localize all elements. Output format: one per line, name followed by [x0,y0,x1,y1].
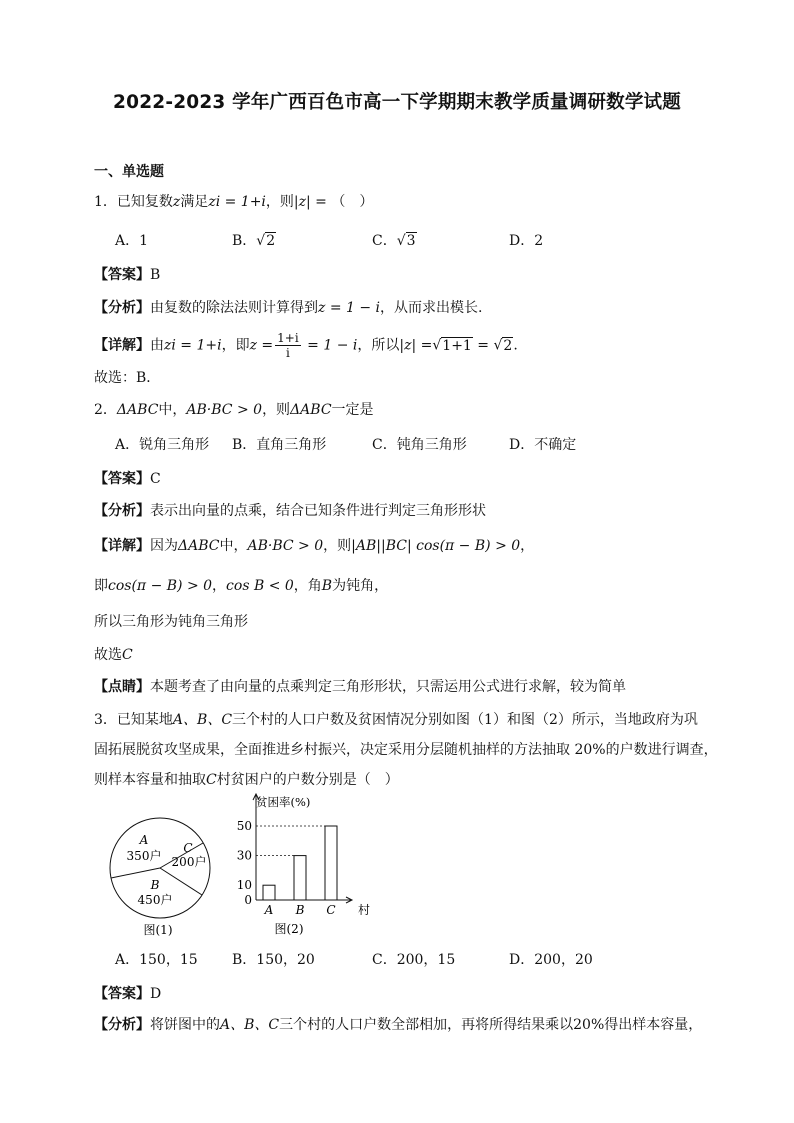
q2-option-b: B．直角三角形 [232,437,327,453]
q2-triangle: ΔABC [290,402,332,418]
option-radicand: 2 [266,233,276,249]
q2-analysis [94,501,486,521]
analysis-text: 三个村的人口户数全部相加，再将所得结果乘以20%得出样本容量， [279,1017,703,1033]
pie-value-b: 450户 [137,893,173,907]
q1-conclusion: 故选：B． [94,370,161,386]
q1-detail: 【详解】由zi = 1+i，即z = $\frac{1+i}{i}$ = 1 − i，所以|z| =√1+1 = √2. [94,331,518,360]
section-heading: 一、单选题 [94,164,164,180]
y-tick-label: 0 [244,893,252,907]
q1-option-b: B．√2 [232,233,276,249]
q1-analysis [94,298,482,318]
q1-stem [94,192,373,212]
detail-equation: zi = 1+i [164,337,222,354]
detail-text: ，所以 [357,337,400,354]
pie-label-a: A [139,833,149,847]
q2-detail-line2 [94,576,388,596]
detail-text: ， [520,538,535,554]
q3-stem-line3 [94,770,399,790]
analysis-villages: A、B、C [220,1017,280,1033]
detail-text: 为钝角， [332,578,389,594]
q3-text: 已知某地 [116,712,173,728]
q3-option-d: D．200，20 [509,952,593,968]
bar [294,856,306,900]
q1-var: z [172,194,181,210]
q2-text: ，则 [262,402,291,418]
q2-option-d: D．不确定 [509,437,577,453]
q2-option-c: C．钝角三角形 [372,437,467,453]
q3-option-a: A．150，15 [115,952,198,968]
y-tick-label: 50 [236,819,252,833]
q1-text: 已知复数 [116,194,173,210]
bar [325,826,337,900]
x-tick-label: B [295,903,305,917]
detail-text: ， [212,578,227,594]
analysis-text: 将饼图中的 [150,1017,220,1033]
detail-text: ，角 [293,578,322,594]
detail-var: B [321,578,333,594]
bar [263,885,275,900]
chart-xlabel: 村 [358,903,371,917]
analysis-equation: z = 1 − i [318,300,381,316]
x-tick-label: C [326,903,336,917]
q1-text: = （ ） [310,194,374,210]
q2-vector-product: AB·BC > 0 [186,402,263,418]
pie-label-c: C [183,841,193,855]
option-radicand: 3 [406,233,416,249]
detail-radicand: 2 [503,337,513,354]
page-title: 2022-2023 学年广西百色市高一下学期期末教学质量调研数学试题 [113,92,681,113]
q3-answer [94,984,161,1004]
detail-tag: 【详解】 [94,538,150,554]
pie-label-b: B [150,878,160,892]
q3-option-b: B．150，20 [232,952,315,968]
q3-text: 三个村的人口户数及贫困情况分别如图（1）和图（2）所示，当地政府为巩 [232,712,698,728]
q2-number: 2． [94,402,117,418]
y-tick-label: 10 [236,878,252,893]
detail-inequality: cos B < 0 [226,578,294,594]
y-tick-label: 30 [236,848,252,863]
comment-tag: 【点睛】 [94,679,150,695]
q3-stem-line2: 固拓展脱贫攻坚成果，全面推进乡村振兴，决定采用分层随机抽样的方法抽取 20%的户数进行调查， [94,742,718,758]
detail-triangle: ΔABC [178,538,220,554]
q1-answer [94,265,160,285]
q3-analysis [94,1015,702,1035]
detail-equation: |z| = [399,337,433,354]
q2-stem [94,400,374,420]
q2-text: 一定是 [331,402,374,418]
q2-detail [94,536,534,556]
answer-value: B [150,267,161,283]
q1-text: ，则 [265,194,294,210]
detail-radicand: 1+1 [442,337,472,354]
q1-option-d: D．2 [509,233,544,249]
q2-triangle: ΔABC [116,402,159,418]
q2-text: 中， [158,402,187,418]
detail-equation: = [472,337,494,354]
detail-equation: z = [249,337,274,354]
pie-value-a: 350户 [126,849,162,863]
pie-value-c: 200户 [171,855,207,869]
q2-detail-line4 [94,645,133,665]
detail-text: . [513,337,518,354]
x-tick-label: A [264,903,274,917]
q1-text: 满足 [180,194,209,210]
pie-figure [100,800,220,940]
q2-comment [94,677,626,697]
bar-chart [232,792,382,940]
fraction-numerator: 1+i [277,331,299,345]
analysis-tag: 【分析】 [94,1017,150,1033]
q3-village: C [206,772,217,788]
analysis-tag: 【分析】 [94,300,150,316]
q2-answer [94,469,161,489]
answer-value: C [150,471,161,487]
detail-tag: 【详解】 [94,337,150,354]
analysis-text: ，从而求出模长. [380,300,483,316]
q3-number: 3． [94,712,117,728]
option-label: B． [232,233,257,249]
pie-caption: 图(1) [143,923,173,937]
q1-modulus: |z| [293,194,311,210]
detail-text: 即 [94,578,108,594]
detail-text: ，即 [221,337,250,354]
bar-caption: 图(2) [274,922,304,936]
detail-vector-product: AB·BC > 0 [247,538,324,554]
analysis-text: 表示出向量的点乘，结合已知条件进行判定三角形形状 [150,503,486,519]
detail-text: 中， [219,538,248,554]
q3-text: 村贫困户的户数分别是（ ） [216,772,399,788]
q1-option-a: A．1 [115,233,149,249]
q2-detail-line3: 所以三角形为钝角三角形 [94,614,248,630]
detail-text: ，则 [323,538,352,554]
answer-value: D [150,986,162,1002]
q3-villages: A、B、C [172,712,233,728]
q2-option-a: A．锐角三角形 [115,437,210,453]
q3-text: 则样本容量和抽取 [94,772,206,788]
q3-option-c: C．200，15 [372,952,456,968]
analysis-tag: 【分析】 [94,503,150,519]
fraction-denominator: i [286,346,290,360]
detail-text: 故选 [94,647,122,663]
q1-number: 1． [94,194,117,210]
detail-text: 因为 [150,538,178,554]
detail-text: 由 [150,337,164,354]
detail-var: C [122,647,133,663]
detail-inequality: cos(π − B) > 0 [108,578,213,594]
detail-equation: = 1 − i [302,337,358,354]
bars-group [237,819,337,917]
answer-tag: 【答案】 [94,471,150,487]
q1-option-c: C．√3 [372,233,416,249]
detail-inequality: |AB||BC| cos(π − B) > 0 [351,538,521,554]
answer-tag: 【答案】 [94,986,150,1002]
q3-stem-line1 [94,710,698,730]
chart-ylabel: 贫困率(%) [256,795,311,809]
comment-text: 本题考查了由向量的点乘判定三角形形状，只需运用公式进行求解，较为简单 [150,679,626,695]
analysis-text: 由复数的除法法则计算得到 [150,300,318,316]
detail-fraction [275,331,301,360]
option-label: C． [372,233,397,249]
q1-equation: zi = 1+i [208,194,266,210]
answer-tag: 【答案】 [94,267,150,283]
